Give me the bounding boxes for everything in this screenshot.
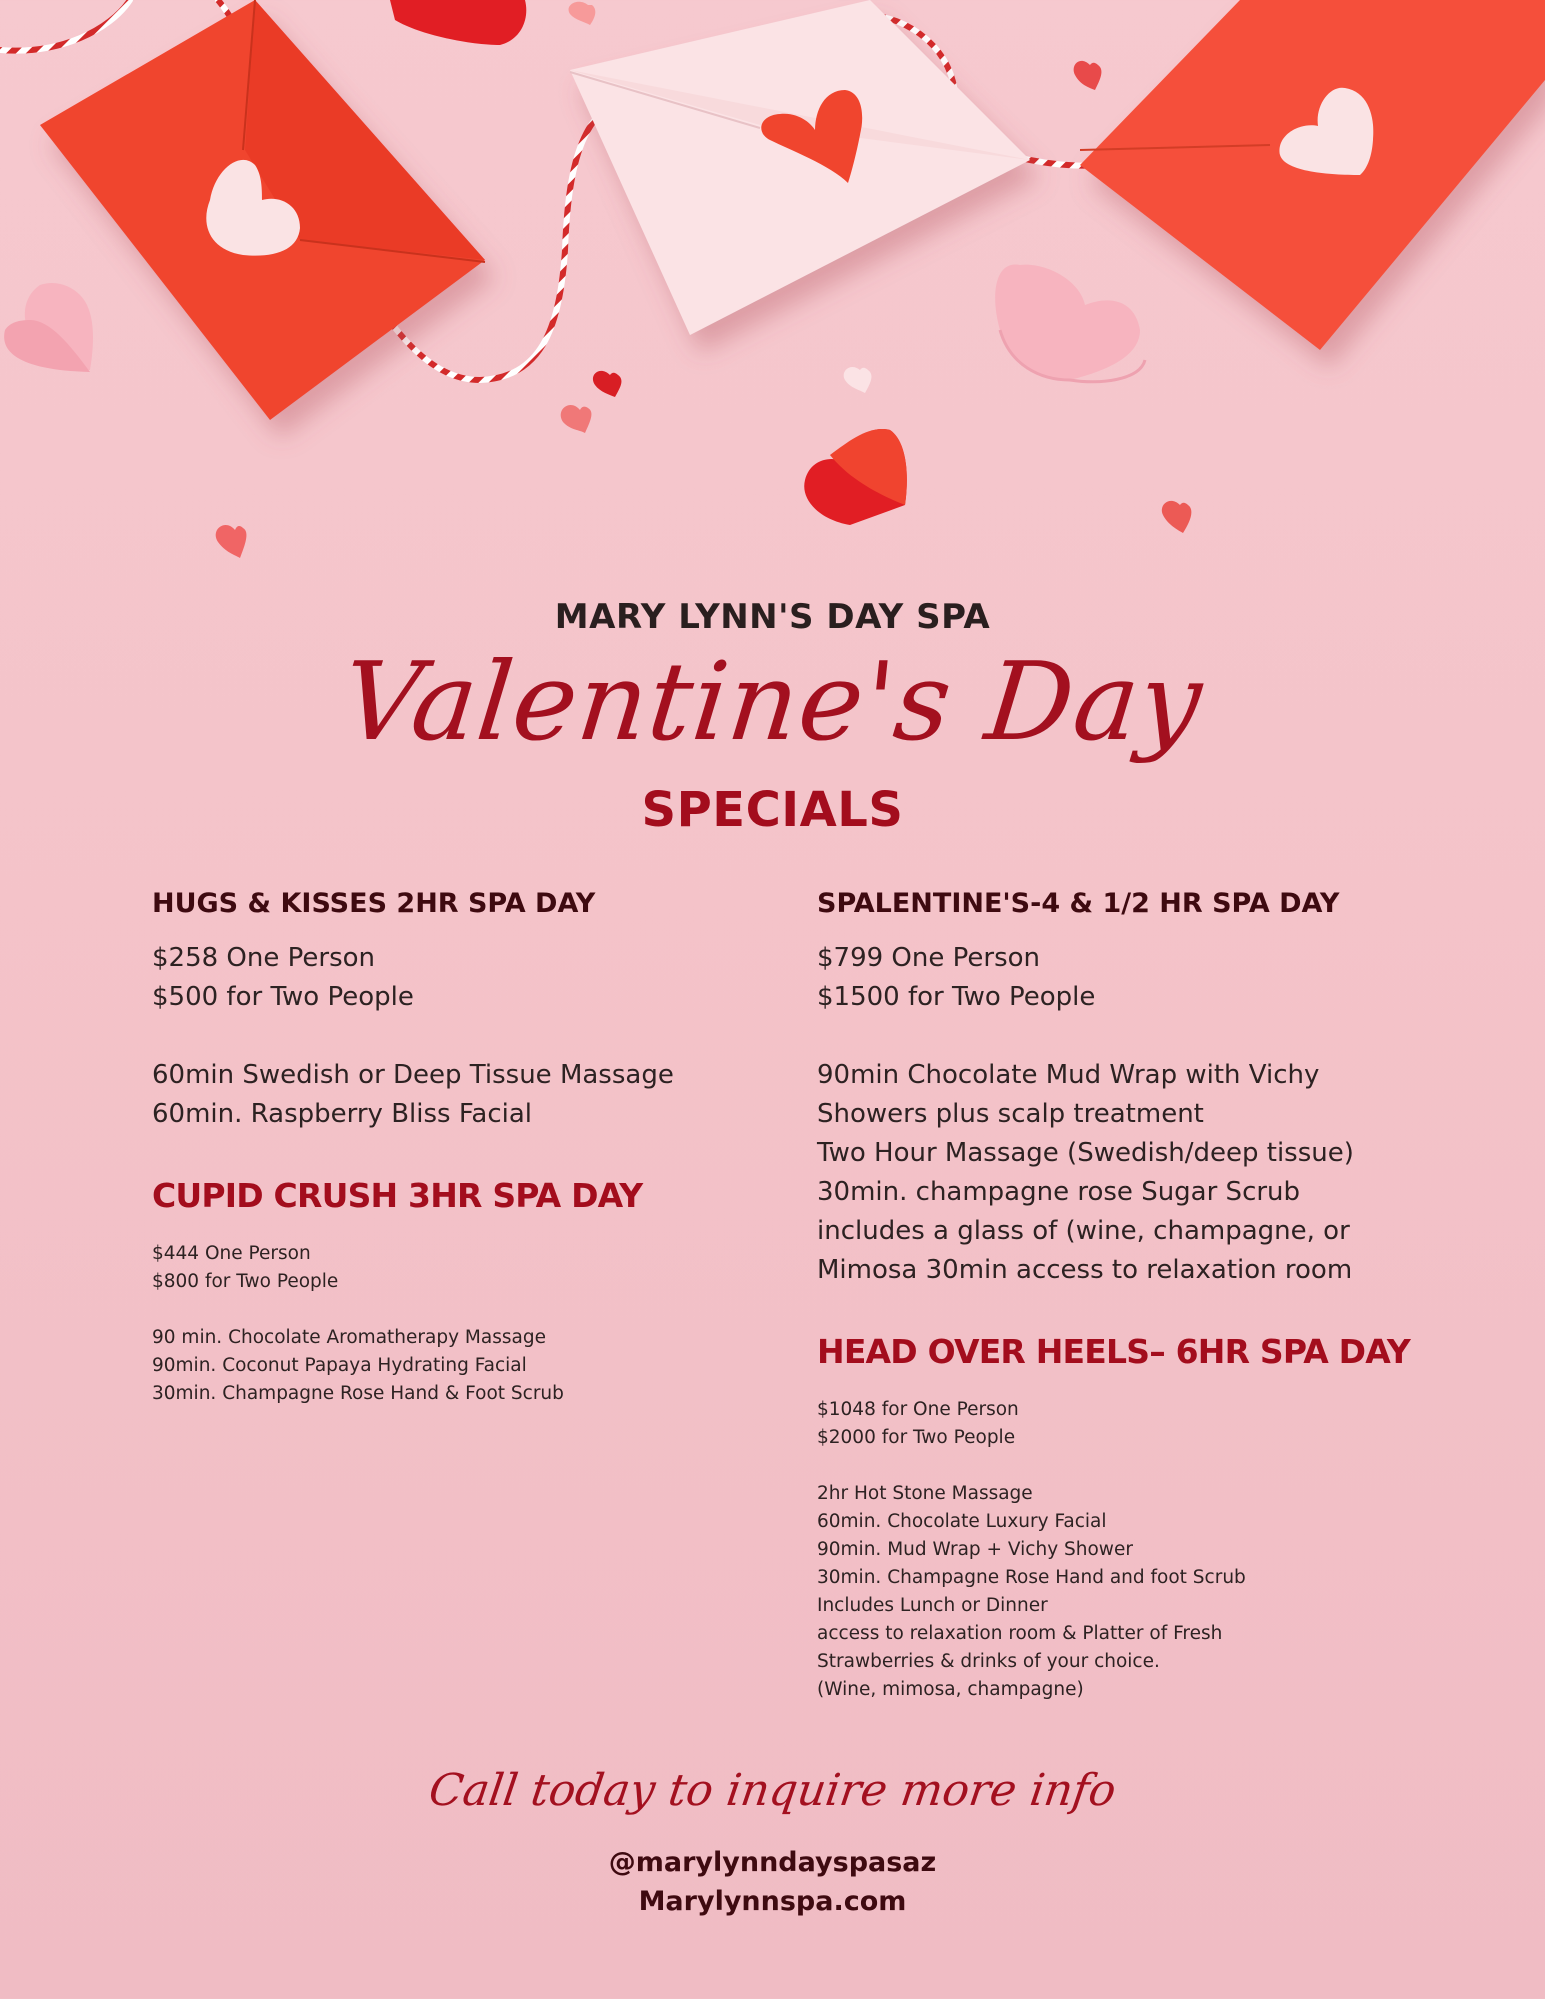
price-one-person: $1048 for One Person — [817, 1399, 1019, 1420]
package-details — [152, 1240, 792, 1408]
hero-image — [0, 0, 1545, 580]
service-item: 60min. Raspberry Bliss Facial — [152, 1099, 533, 1129]
service-item: 30min. Champagne Rose Hand & Foot Scrub — [152, 1383, 564, 1404]
package-title: HUGS & KISSES 2HR SPA DAY — [152, 888, 596, 919]
price-two-people: $2000 for Two People — [817, 1427, 1016, 1448]
white-envelope-icon — [570, 0, 1030, 335]
service-item: includes a glass of (wine, champagne, or — [817, 1216, 1350, 1246]
package-spalentines — [817, 885, 1457, 1290]
service-item: access to relaxation room & Platter of Fresh — [817, 1623, 1223, 1644]
service-item: 30min. Champagne Rose Hand and foot Scrub — [817, 1567, 1246, 1588]
paper-heart-icon — [804, 429, 907, 525]
service-item: (Wine, mimosa, champagne) — [817, 1679, 1084, 1700]
package-details — [817, 939, 1457, 1290]
service-item: Two Hour Massage (Swedish/deep tissue) — [817, 1138, 1354, 1168]
left-column — [152, 885, 792, 1408]
package-head-over-heels — [817, 1330, 1457, 1704]
service-item: 30min. champagne rose Sugar Scrub — [817, 1177, 1301, 1207]
service-item: 90min Chocolate Mud Wrap with Vichy — [817, 1060, 1320, 1090]
service-item: 60min. Chocolate Luxury Facial — [817, 1511, 1107, 1532]
package-title: CUPID CRUSH 3HR SPA DAY — [152, 1176, 643, 1215]
service-item: 90min. Mud Wrap + Vichy Shower — [817, 1539, 1133, 1560]
service-item: Strawberries & drinks of your choice. — [817, 1651, 1160, 1672]
package-title: HEAD OVER HEELS– 6HR SPA DAY — [817, 1332, 1410, 1371]
package-hugs-kisses — [152, 885, 792, 1134]
service-item: 2hr Hot Stone Massage — [817, 1483, 1033, 1504]
package-details — [817, 1396, 1457, 1704]
page-subtitle: SPECIALS — [641, 782, 904, 838]
business-name: MARY LYNN'S DAY SPA — [554, 597, 991, 637]
price-one-person: $444 One Person — [152, 1243, 311, 1264]
price-two-people: $1500 for Two People — [817, 982, 1096, 1012]
website-link[interactable]: Marylynnspa.com — [638, 1886, 907, 1917]
price-one-person: $799 One Person — [817, 943, 1041, 973]
price-one-person: $258 One Person — [152, 943, 376, 973]
page-title: Valentine's Day — [336, 640, 1209, 765]
service-item: Includes Lunch or Dinner — [817, 1595, 1048, 1616]
service-item: 90min. Coconut Papaya Hydrating Facial — [152, 1355, 527, 1376]
package-details — [152, 939, 792, 1134]
paper-heart-icon — [390, 0, 526, 45]
price-two-people: $800 for Two People — [152, 1271, 339, 1292]
package-title: SPALENTINE'S-4 & 1/2 HR SPA DAY — [817, 888, 1340, 919]
red-envelope-icon — [1080, 0, 1545, 350]
call-to-action: Call today to inquire more info — [425, 1765, 1120, 1816]
service-item: Mimosa 30min access to relaxation room — [817, 1255, 1353, 1285]
service-item: 90 min. Chocolate Aromatherapy Massage — [152, 1327, 546, 1348]
price-two-people: $500 for Two People — [152, 982, 414, 1012]
right-column — [817, 885, 1457, 1704]
package-cupid-crush — [152, 1174, 792, 1408]
service-item: 60min Swedish or Deep Tissue Massage — [152, 1060, 674, 1090]
red-envelope-icon — [40, 0, 485, 420]
instagram-handle[interactable]: @marylynndayspasaz — [608, 1847, 937, 1878]
service-item: Showers plus scalp treatment — [817, 1099, 1204, 1129]
